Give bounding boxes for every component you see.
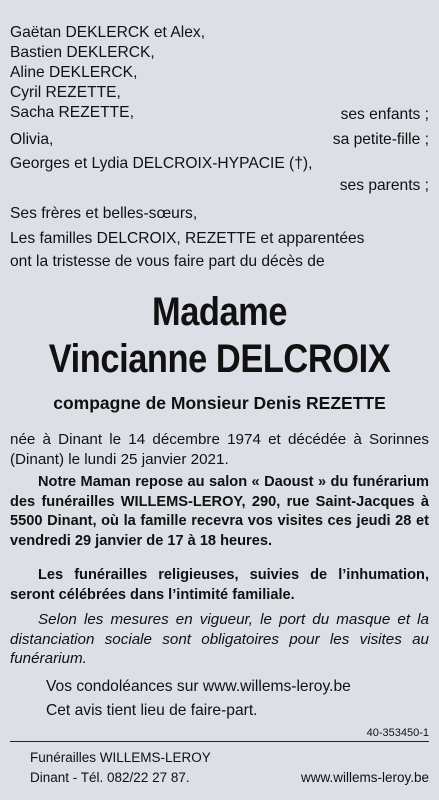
footer-website: www.willems-leroy.be (300, 770, 429, 785)
families-line: Les familles DELCROIX, REZETTE et apparentées (10, 230, 365, 247)
reference-number: 40-353450-1 (366, 727, 429, 739)
role-parents: ses parents ; (339, 177, 429, 194)
family-member-line: Bastien DEKLERCK, (10, 44, 155, 61)
announcement-line: ont la tristesse de vous faire part du décès de (10, 253, 325, 270)
footer-company: Funérailles WILLEMS-LEROY (30, 750, 211, 765)
deceased-name: Vincianne DELCROIX (48, 337, 391, 381)
family-member-line: Gaëtan DEKLERCK et Alex, (10, 24, 206, 41)
footer-divider (10, 741, 429, 742)
siblings-line: Ses frères et belles-sœurs, (10, 205, 198, 222)
covid-notice-paragraph: Selon les mesures en vigueur, le port du masque et la distanciation sociale sont obligatoires pour les visites au funérarium. (10, 611, 429, 668)
partner-line: compagne de Monsieur Denis REZETTE (53, 393, 386, 413)
ceremony-paragraph: Les funérailles religieuses, suivies de l’inhumation, seront célébrées dans l’intimité familiale. (10, 567, 429, 603)
notice-line: Cet avis tient lieu de faire-part. (46, 702, 258, 719)
role-children: ses enfants ; (340, 106, 429, 123)
family-member-line: Aline DEKLERCK, (10, 64, 138, 81)
family-member-line: Cyril REZETTE, (10, 84, 121, 101)
parents-names: Georges et Lydia DELCROIX-HYPACIE (†), (10, 155, 313, 172)
birth-death-paragraph: née à Dinant le 14 décembre 1974 et décédée à Sorinnes (Dinant) le lundi 25 janvier 2021. (10, 431, 429, 468)
funerarium-paragraph: Notre Maman repose au salon « Daoust » du funérarium des funérailles WILLEMS-LEROY, 290, rue Saint-Jacques à 5500 Dinant, où la famille recevra vos visites ces jeudi 28 et vendredi 29 janvier de 17 à 18 heures. (10, 474, 429, 549)
granddaughter-name: Olivia, (10, 131, 54, 148)
family-member-line: Sacha REZETTE, (10, 104, 134, 121)
condolences-line: Vos condoléances sur www.willems-leroy.be (46, 678, 351, 695)
footer-address-phone: Dinant - Tél. 082/22 27 87. (30, 770, 190, 785)
role-granddaughter: sa petite-fille ; (332, 131, 429, 148)
deceased-title: Madame (151, 290, 288, 334)
